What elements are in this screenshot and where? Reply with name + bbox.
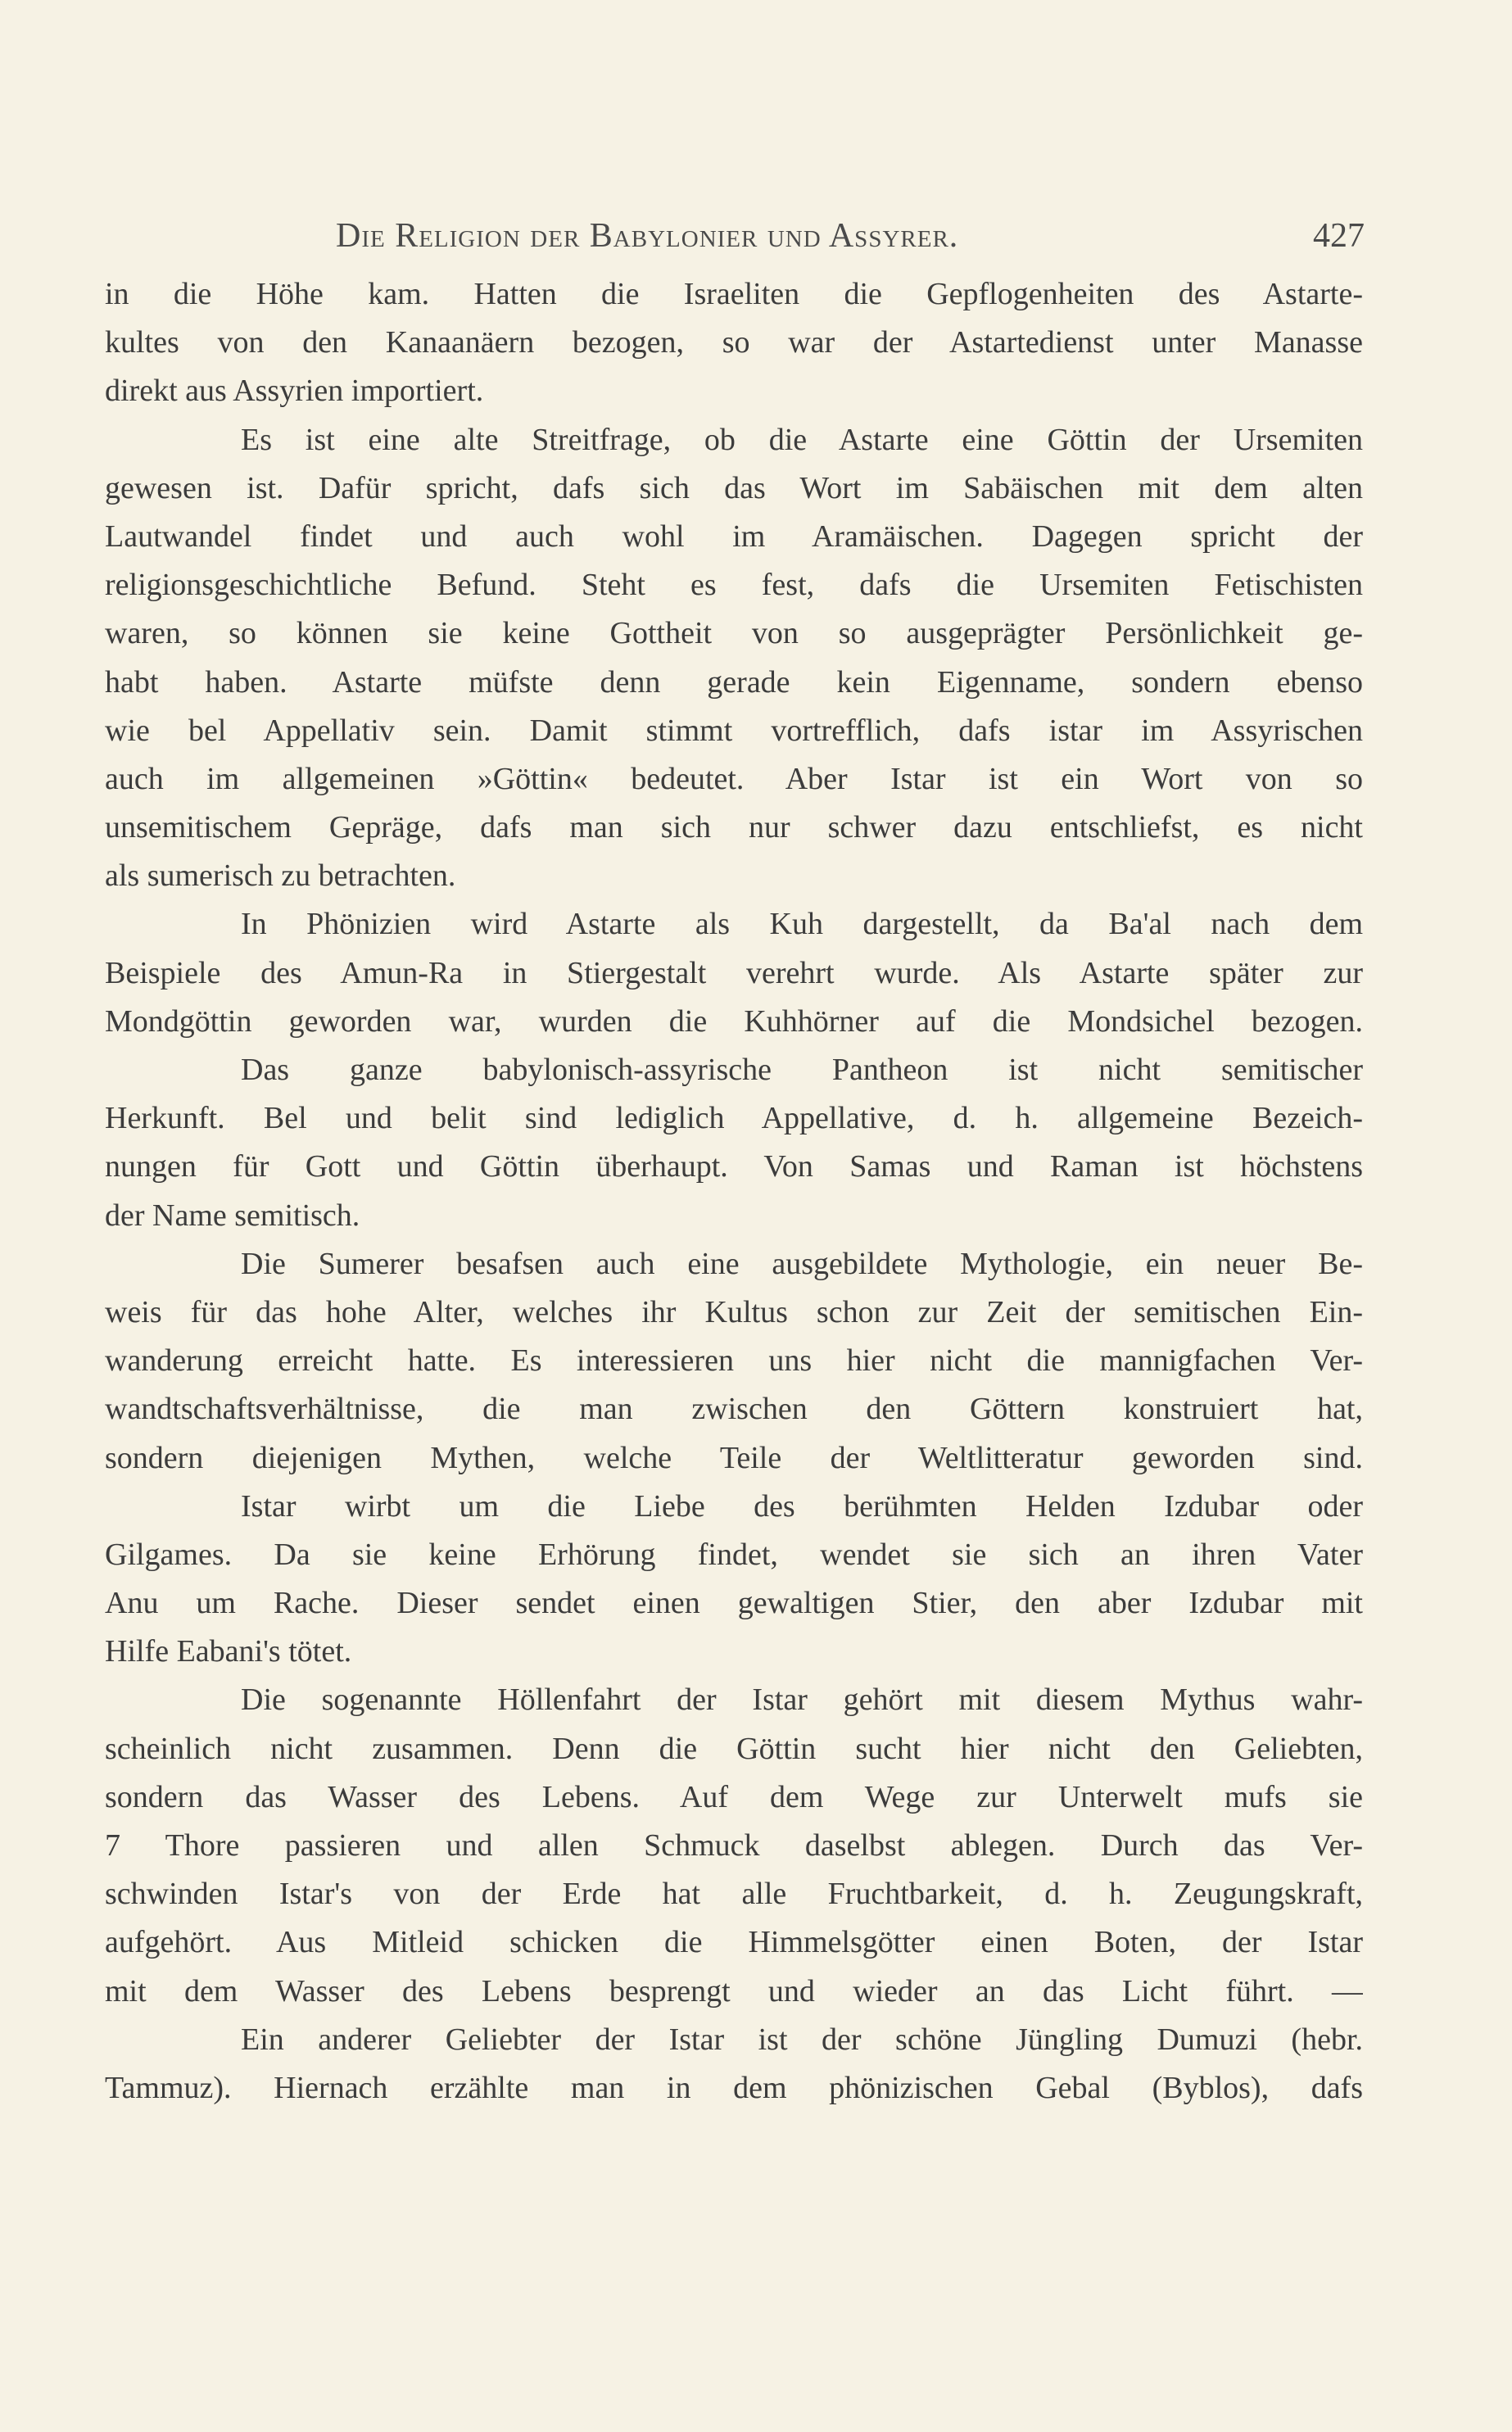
text-line: Herkunft. Bel und belit sind lediglich Appellative, d. h. allgemeine Bezeich- bbox=[105, 1101, 1363, 1136]
text-line: sondern das Wasser des Lebens. Auf dem Wege zur Unterwelt mufs sie bbox=[105, 1779, 1363, 1814]
text-line: Mondgöttin geworden war, wurden die Kuhhörner auf die Mondsichel bezogen. bbox=[105, 1003, 1363, 1039]
text-line: Ein anderer Geliebter der Istar ist der schöne Jüngling Dumuzi (hebr. bbox=[241, 2022, 1363, 2057]
body-text bbox=[105, 270, 1363, 2113]
text-line: wandtschaftsverhältnisse, die man zwischen den Göttern konstruiert hat, bbox=[105, 1392, 1363, 1427]
text-line: religionsgeschichtliche Befund. Steht es fest, dafs die Ursemiten Fetischisten bbox=[105, 568, 1363, 603]
text-line: Gilgames. Da sie keine Erhörung findet, wendet sie sich an ihren Vater bbox=[105, 1537, 1363, 1572]
text-line: Es ist eine alte Streitfrage, ob die Astarte eine Göttin der Ursemiten bbox=[241, 422, 1363, 457]
text-line: sondern diejenigen Mythen, welche Teile der Weltlitteratur geworden sind. bbox=[105, 1440, 1363, 1475]
text-line: als sumerisch zu betrachten. bbox=[105, 858, 456, 894]
text-line: Istar wirbt um die Liebe des berühmten Helden Izdubar oder bbox=[241, 1488, 1363, 1524]
page-number: 427 bbox=[1313, 217, 1365, 255]
text-line: Die sogenannte Höllenfahrt der Istar gehört mit diesem Mythus wahr- bbox=[241, 1682, 1363, 1718]
text-line: Die Sumerer besafsen auch eine ausgebildete Mythologie, ein neuer Be- bbox=[241, 1246, 1363, 1281]
text-line: wie bel Appellativ sein. Damit stimmt vortrefflich, dafs istar im Assyrischen bbox=[105, 713, 1363, 748]
text-line: mit dem Wasser des Lebens besprengt und wieder an das Licht führt. — bbox=[105, 1973, 1363, 2009]
text-line: schwinden Istar's von der Erde hat alle Fruchtbarkeit, d. h. Zeugungskraft, bbox=[105, 1877, 1363, 1912]
running-title: Die Religion der Babylonier und Assyrer. bbox=[336, 217, 959, 255]
text-line: direkt aus Assyrien importiert. bbox=[105, 374, 484, 409]
text-line: unsemitischem Gepräge, dafs man sich nur schwer dazu entschliefst, es nicht bbox=[105, 810, 1363, 845]
text-line: Tammuz). Hiernach erzählte man in dem phönizischen Gebal (Byblos), dafs bbox=[105, 2070, 1363, 2105]
text-line: Beispiele des Amun-Ra in Stiergestalt verehrt wurde. Als Astarte später zur bbox=[105, 955, 1363, 990]
text-line: waren, so können sie keine Gottheit von so ausgeprägter Persönlichkeit ge- bbox=[105, 616, 1363, 651]
text-line: nungen für Gott und Göttin überhaupt. Von Samas und Raman ist höchstens bbox=[105, 1149, 1363, 1184]
text-line: scheinlich nicht zusammen. Denn die Göttin sucht hier nicht den Geliebten, bbox=[105, 1731, 1363, 1766]
text-line: 7 Thore passieren und allen Schmuck daselbst ablegen. Durch das Ver- bbox=[105, 1828, 1363, 1863]
running-header bbox=[336, 216, 1365, 265]
text-line: aufgehört. Aus Mitleid schicken die Himmelsgötter einen Boten, der Istar bbox=[105, 1925, 1363, 1960]
text-line: Lautwandel findet und auch wohl im Aramäischen. Dagegen spricht der bbox=[105, 519, 1363, 554]
text-line: Anu um Rache. Dieser sendet einen gewaltigen Stier, den aber Izdubar mit bbox=[105, 1586, 1363, 1621]
text-line: weis für das hohe Alter, welches ihr Kultus schon zur Zeit der semitischen Ein- bbox=[105, 1294, 1363, 1329]
text-line: auch im allgemeinen »Göttin« bedeutet. Aber Istar ist ein Wort von so bbox=[105, 761, 1363, 796]
text-line: wanderung erreicht hatte. Es interessieren uns hier nicht die mannigfachen Ver- bbox=[105, 1343, 1363, 1379]
text-line: In Phönizien wird Astarte als Kuh dargestellt, da Ba'al nach dem bbox=[241, 907, 1363, 942]
text-line: in die Höhe kam. Hatten die Israeliten die Gepflogenheiten des Astarte- bbox=[105, 277, 1363, 311]
text-line: gewesen ist. Dafür spricht, dafs sich das Wort im Sabäischen mit dem alten bbox=[105, 470, 1363, 505]
text-line: habt haben. Astarte müfste denn gerade kein Eigenname, sondern ebenso bbox=[105, 664, 1363, 700]
text-line: Das ganze babylonisch-assyrische Pantheon ist nicht semitischer bbox=[241, 1053, 1363, 1087]
text-line: kultes von den Kanaanäern bezogen, so war der Astartedienst unter Manasse bbox=[105, 325, 1363, 360]
text-line: Hilfe Eabani's tötet. bbox=[105, 1634, 352, 1669]
text-line: der Name semitisch. bbox=[105, 1198, 360, 1233]
